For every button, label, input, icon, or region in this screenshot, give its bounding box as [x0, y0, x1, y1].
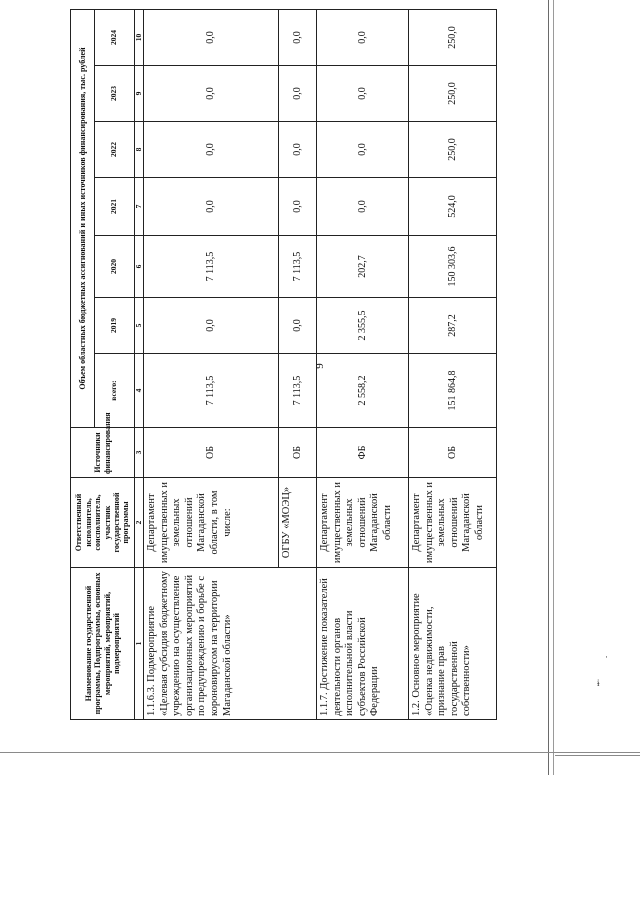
table-row: [144, 9, 279, 719]
scan-speck: ·: [605, 652, 608, 662]
row-value: 524,0: [409, 178, 497, 236]
row-value: 0,0: [144, 178, 279, 236]
header-year: 2024: [95, 9, 135, 65]
row-responsible: Департамент имущественных и земельных отношений Магаданской области: [317, 478, 409, 568]
row-source: ОБ: [409, 428, 497, 478]
scan-edge-line: [548, 0, 549, 775]
row-value: 150 303,6: [409, 236, 497, 298]
row-value-total: 7 113,5: [279, 354, 317, 428]
row-responsible: Департамент имущественных и земельных отношений Магаданской области: [409, 478, 497, 568]
row-value: 7 113,5: [279, 236, 317, 298]
row-responsible: Департамент имущественных и земельных отношений Магаданской области, в том числе:: [144, 478, 279, 568]
header-year: 2022: [95, 122, 135, 178]
header-responsible: Ответственный исполнитель, соисполнитель, участник государственной программы: [71, 478, 135, 568]
column-number: 8: [135, 122, 144, 178]
row-value: 2 355,5: [317, 298, 409, 354]
table-row: [409, 9, 497, 719]
header-row-1: [71, 9, 95, 719]
scan-edge-line: [0, 752, 640, 753]
row-value: 250,0: [409, 122, 497, 178]
row-name: 1.2. Основное мероприятие «Оценка недвижимости, признание прав государственной собственности»: [409, 568, 497, 720]
row-name: 1.1.7. Достижение показателей деятельности органов исполнительной власти субъектов Российской Федерации: [317, 568, 409, 720]
header-year: 2020: [95, 236, 135, 298]
column-number: 3: [135, 428, 144, 478]
column-number: 9: [135, 66, 144, 122]
table-row: [317, 9, 409, 719]
header-year: 2021: [95, 178, 135, 236]
row-value: 250,0: [409, 9, 497, 65]
row-value: 0,0: [144, 66, 279, 122]
row-value: 0,0: [144, 9, 279, 65]
column-number: 5: [135, 298, 144, 354]
row-source: ОБ: [144, 428, 279, 478]
column-number: 10: [135, 9, 144, 65]
row-responsible: ОГБУ «МОЭЦ»: [279, 478, 317, 568]
row-value: 0,0: [144, 122, 279, 178]
scan-edge-line: [555, 755, 640, 756]
row-value: 0,0: [279, 66, 317, 122]
column-number: 1: [135, 568, 144, 720]
row-value: 0,0: [317, 178, 409, 236]
page-number: 9: [313, 363, 326, 369]
header-total: всего:: [95, 354, 135, 428]
row-value-total: 2 558,2: [317, 354, 409, 428]
row-value: 287,2: [409, 298, 497, 354]
row-value-total: 7 113,5: [144, 354, 279, 428]
row-value: 250,0: [409, 66, 497, 122]
row-source: ФБ: [317, 428, 409, 478]
row-value-total: 151 864,8: [409, 354, 497, 428]
header-year: 2019: [95, 298, 135, 354]
row-value: 7 113,5: [144, 236, 279, 298]
row-value: 0,0: [317, 122, 409, 178]
header-name: Наименование государственной программы, Подпрограммы, основных мероприятий, мероприятий, подмероприятий: [71, 568, 135, 720]
row-value: 0,0: [279, 122, 317, 178]
row-value: 0,0: [279, 178, 317, 236]
row-value: 0,0: [279, 298, 317, 354]
row-value: 0,0: [279, 9, 317, 65]
scan-speck: ɨ: [597, 678, 600, 688]
funding-table-rotated: [70, 10, 497, 720]
header-source: Источники финансирования: [71, 428, 135, 478]
column-number: 4: [135, 354, 144, 428]
row-value: 202,7: [317, 236, 409, 298]
row-value: 0,0: [317, 66, 409, 122]
funding-table: [70, 9, 497, 720]
row-name: 1.1.6.3. Подмероприятие «Целевая субсидия бюджетному учреждению на осуществление организационных мероприятий по предупреждению и борьбе с короновирусом на территории Магаданской области»: [144, 568, 317, 720]
column-number: 2: [135, 478, 144, 568]
column-number: 7: [135, 178, 144, 236]
row-value: 0,0: [317, 9, 409, 65]
scan-edge-line: [553, 0, 554, 775]
row-source: ОБ: [279, 428, 317, 478]
header-year: 2023: [95, 66, 135, 122]
column-number-row: [135, 9, 144, 719]
header-funding-group: Объем областных бюджетных ассигнований и иных источников финансирования, тыс. рублей: [71, 9, 95, 427]
row-value: 0,0: [144, 298, 279, 354]
column-number: 6: [135, 236, 144, 298]
